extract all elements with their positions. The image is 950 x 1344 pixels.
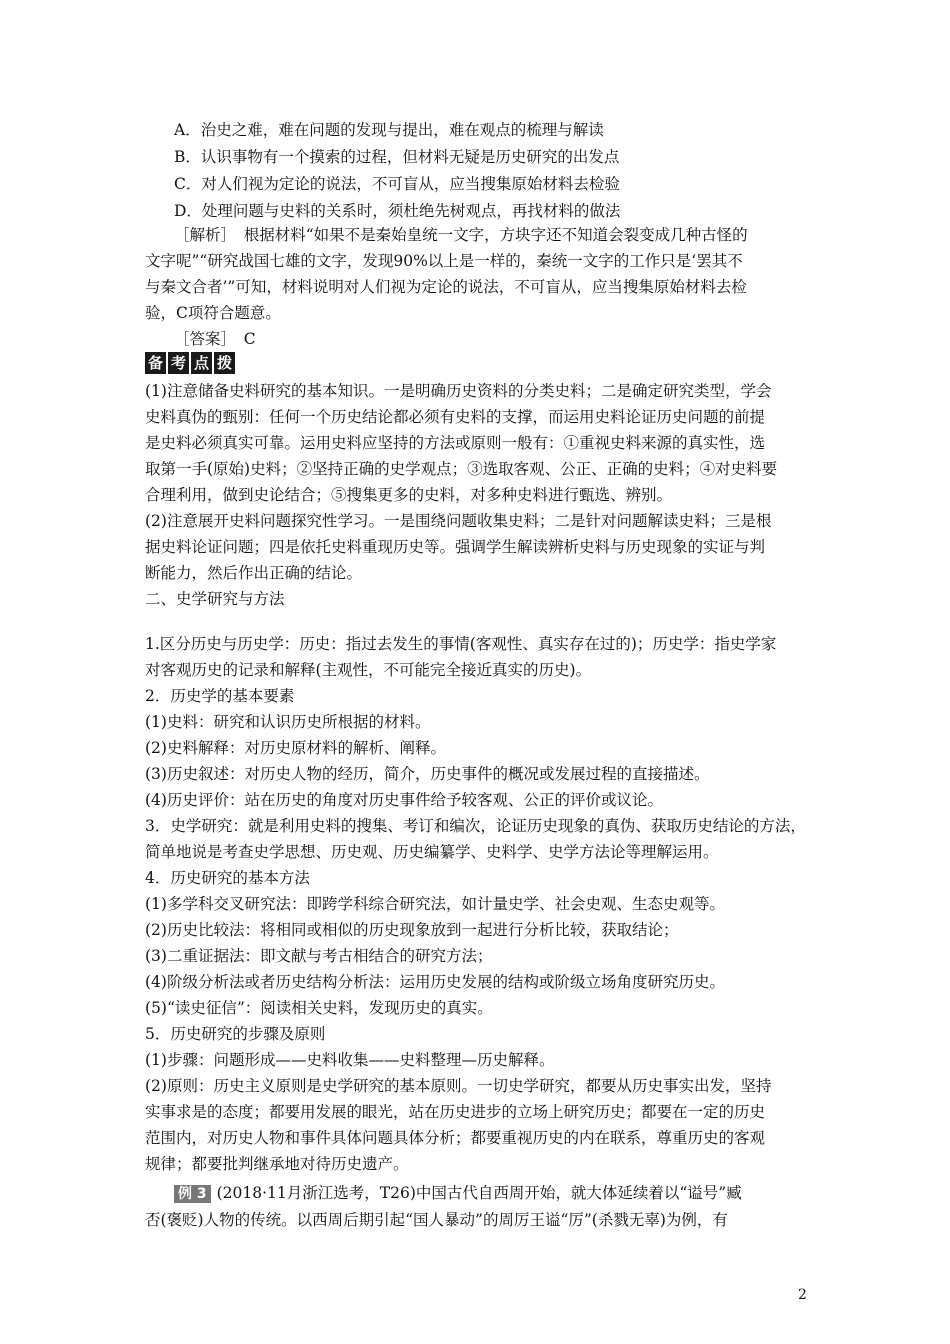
answer: ［答案］ C xyxy=(174,330,256,348)
tip-badge-char: 拨 xyxy=(214,352,235,374)
body-line: (1)史料：研究和认识历史所根据的材料。 xyxy=(145,713,431,731)
page-number: 2 xyxy=(798,1287,807,1303)
body-line: (2)历史比较法：将相同或相似的历史现象放到一起进行分析比较，获取结论； xyxy=(145,921,679,939)
body-line: (3)历史叙述：对历史人物的经历，简介，历史事件的概况或发展过程的直接描述。 xyxy=(145,765,710,783)
body-line: 对客观历史的记录和解释(主观性，不可能完全接近真实的历史)。 xyxy=(145,661,592,679)
tip-badge-char: 备 xyxy=(145,352,166,374)
body-line: 简单地说是考查史学思想、历史观、历史编纂学、史料学、史学方法论等理解运用。 xyxy=(145,843,719,861)
body-line: 3．史学研究：就是利用史料的搜集、考订和编次，论证历史现象的真伪、获取历史结论的方法， xyxy=(145,817,806,835)
body-line: 4．历史研究的基本方法 xyxy=(145,869,310,887)
option-d: D．处理问题与史料的关系时，须杜绝先树观点，再找材料的做法 xyxy=(174,202,621,220)
body-line: 实事求是的态度；都要用发展的眼光，站在历史进步的立场上研究历史；都要在一定的历史 xyxy=(145,1103,766,1121)
body-line: (2)原则：历史主义原则是史学研究的基本原则。一切史学研究，都要从历史事实出发，坚持 xyxy=(145,1077,772,1095)
example-text: (2018·11月浙江选考，T26)中国古代自西周开始，就大体延续着以“谥号”臧 xyxy=(216,1184,742,1202)
tip-badge xyxy=(145,352,235,376)
tip-badge-char: 考 xyxy=(168,352,189,374)
tip-line: (1)注意储备史料研究的基本知识。一是明确历史资料的分类史料；二是确定研究类型，学会 xyxy=(145,382,772,400)
body-line: (2)史料解释：对历史原材料的解析、阐释。 xyxy=(145,739,446,757)
analysis-line: 验，C项符合题意。 xyxy=(145,304,281,322)
tip-line: 断能力，然后作出正确的结论。 xyxy=(145,564,363,582)
body-line: 规律；都要批判继承地对待历史遗产。 xyxy=(145,1155,409,1173)
body-line: (1)步骤：问题形成——史料收集——史料整理—历史解释。 xyxy=(145,1051,555,1069)
body-line: (3)二重证据法：即文献与考古相结合的研究方法； xyxy=(145,947,493,965)
tip-line: (2)注意展开史料问题探究性学习。一是围绕问题收集史料；二是针对问题解读史料；三是根 xyxy=(145,512,772,530)
body-line: 5．历史研究的步骤及原则 xyxy=(145,1025,326,1043)
tip-line: 史料真伪的甄别：任何一个历史结论都必须有史料的支撑，而运用史料论证历史问题的前提 xyxy=(145,408,766,426)
analysis-line: ［解析］ 根据材料“如果不是秦始皇统一文字，方块字还不知道会裂变成几种古怪的 xyxy=(174,226,748,244)
tip-line: 合理利用，做到史论结合；⑤搜集更多的史料，对多种史料进行甄选、辨别。 xyxy=(145,486,673,504)
example-badge: 例 3 xyxy=(174,1185,211,1203)
body-line: 范围内，对历史人物和事件具体问题具体分析；都要重视历史的内在联系，尊重历史的客观 xyxy=(145,1129,766,1147)
option-a: A．治史之难，难在问题的发现与提出，难在观点的梳理与解读 xyxy=(174,121,604,139)
option-b: B．认识事物有一个摸索的过程，但材料无疑是历史研究的出发点 xyxy=(174,148,620,166)
example-line xyxy=(174,1183,844,1203)
body-line: (1)多学科交叉研究法：即跨学科综合研究法，如计量史学、社会史观、生态史观等。 xyxy=(145,895,725,913)
body-line: (4)历史评价：站在历史的角度对历史事件给予较客观、公正的评价或议论。 xyxy=(145,791,663,809)
tip-line: 据史料论证问题；四是依托史料重现历史等。强调学生解读辨析史料与历史现象的实证与判 xyxy=(145,538,766,556)
tip-line: 取第一手(原始)史料；②坚持正确的史学观点；③选取客观、公正、正确的史料；④对史料要 xyxy=(145,460,778,478)
option-c: C．对人们视为定论的说法，不可盲从，应当搜集原始材料去检验 xyxy=(174,175,620,193)
body-line: 2．历史学的基本要素 xyxy=(145,687,295,705)
body-line: (5)“读史征信”：阅读相关史料，发现历史的真实。 xyxy=(145,999,493,1017)
analysis-line: 与秦文合者’”可知，材料说明对人们视为定论的说法，不可盲从，应当搜集原始材料去检 xyxy=(145,278,747,296)
analysis-line: 文字呢”“研究战国七雄的文字，发现90%以上是一样的，秦统一文字的工作只是‘罢其不 xyxy=(145,252,743,270)
body-line: (4)阶级分析法或者历史结构分析法：运用历史发展的结构或阶级立场角度研究历史。 xyxy=(145,973,725,991)
body-line: 1.区分历史与历史学：历史：指过去发生的事情(客观性、真实存在过的)；历史学：指史学家 xyxy=(145,635,777,653)
tip-badge-char: 点 xyxy=(191,352,212,374)
example-line: 否(褒贬)人物的传统。以西周后期引起“国人暴动”的周厉王谥“厉”(杀戮无辜)为例，有 xyxy=(145,1211,728,1229)
tip-line: 是史料必须真实可靠。运用史料应坚持的方法或原则一般有：①重视史料来源的真实性，选 xyxy=(145,434,766,452)
section-title: 二、史学研究与方法 xyxy=(145,590,285,608)
